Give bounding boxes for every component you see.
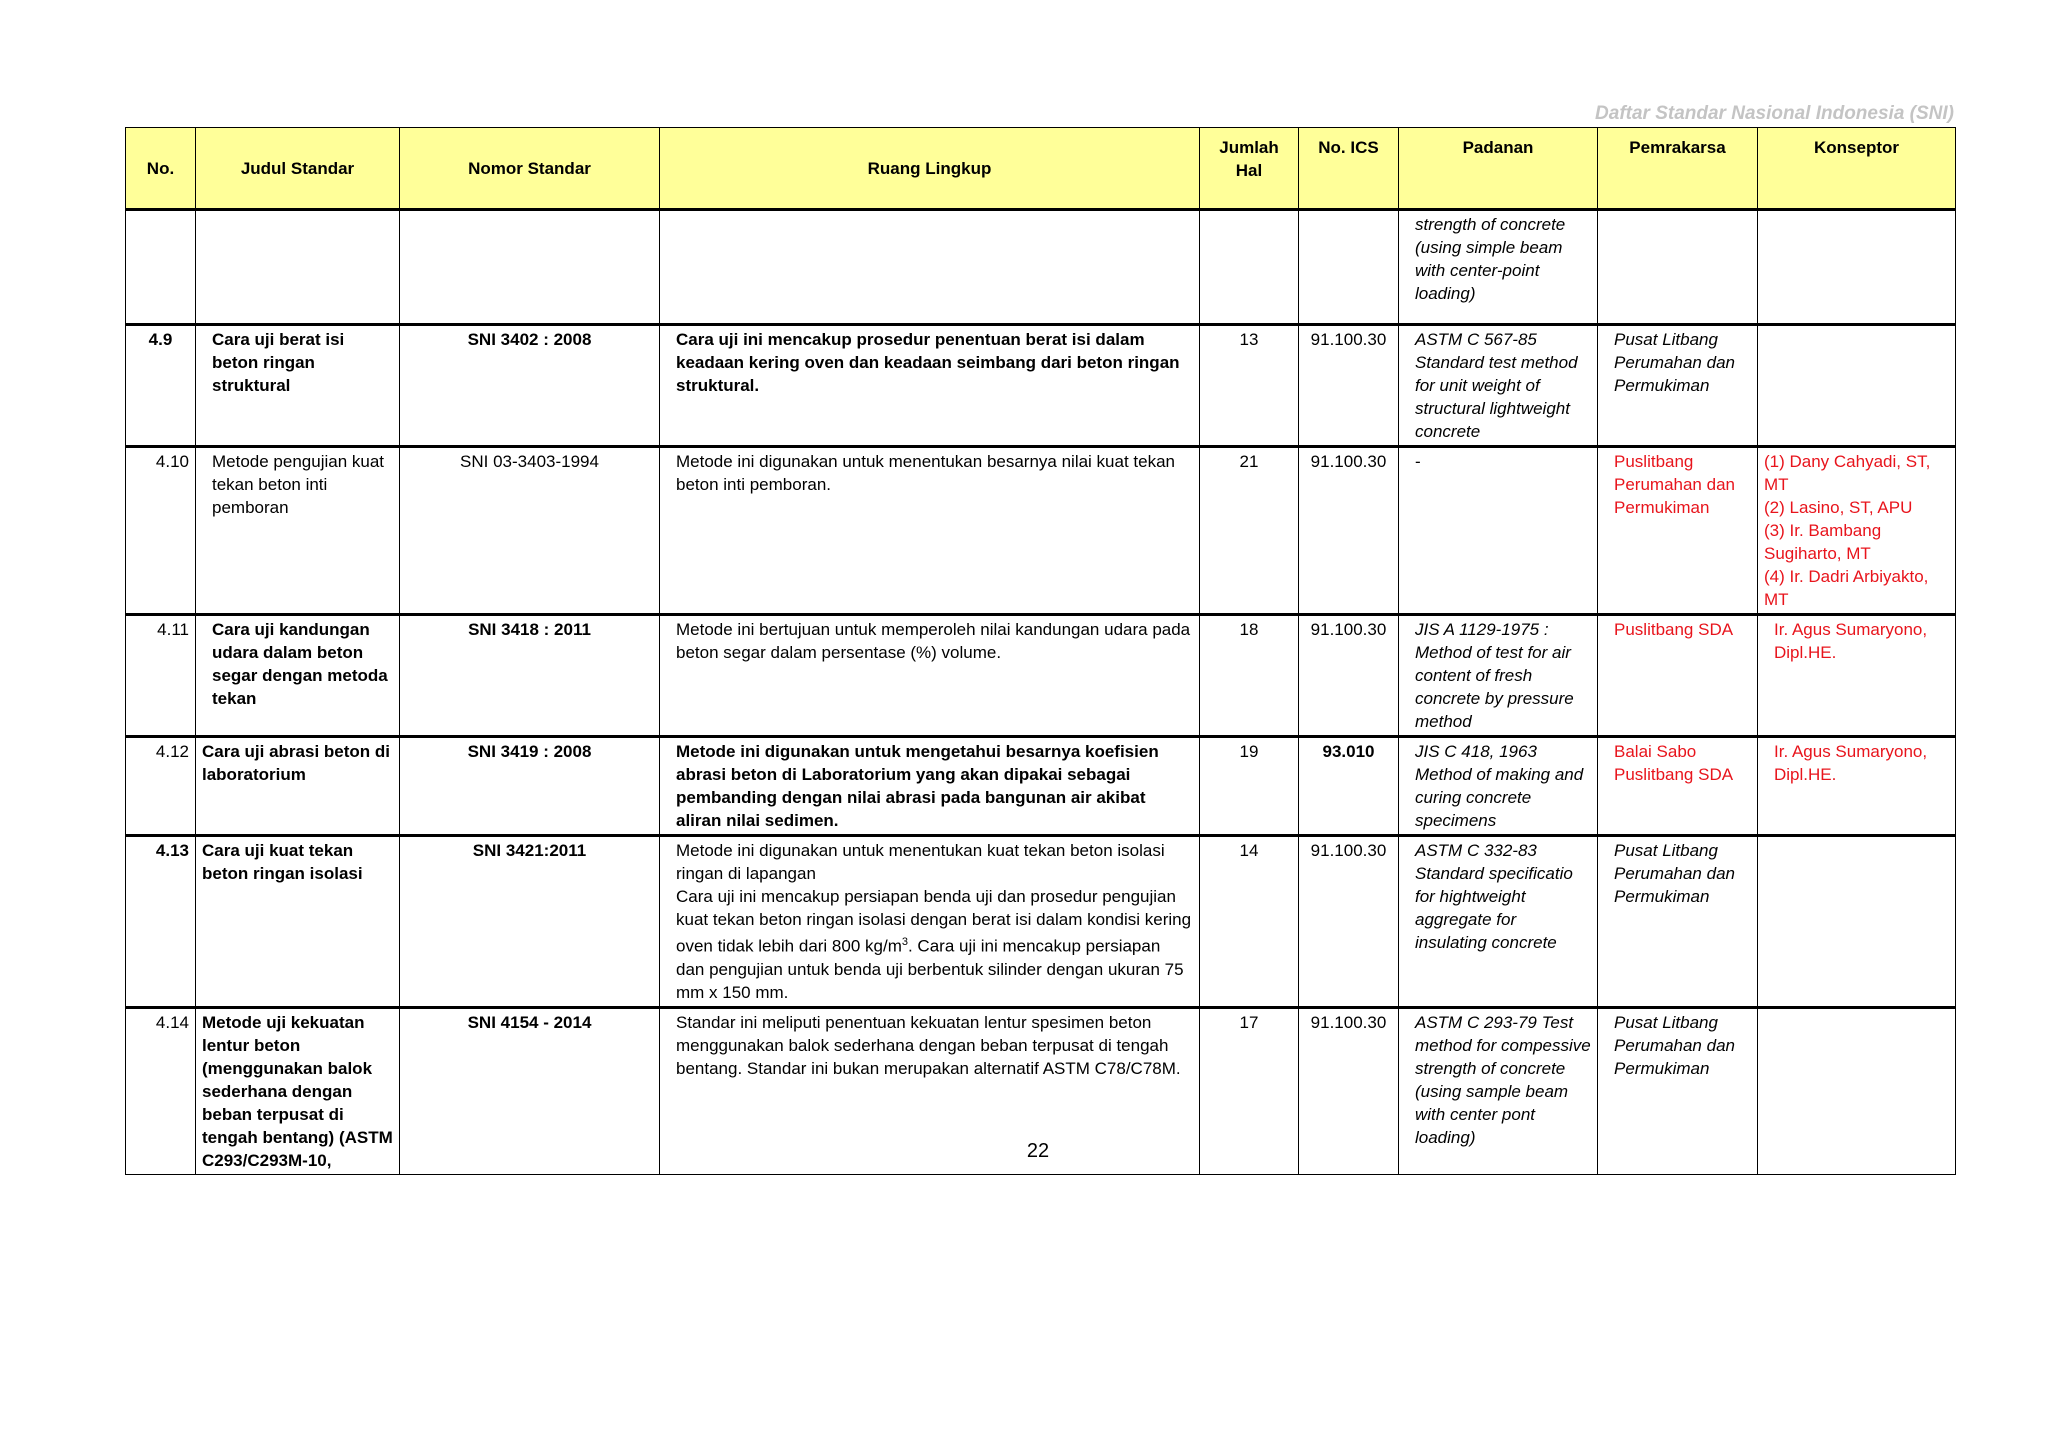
sni-table bbox=[125, 127, 1956, 1175]
cell-judul: Cara uji berat isi beton ringan struktural bbox=[196, 325, 400, 447]
table-row bbox=[126, 325, 1956, 447]
cell-ics: 93.010 bbox=[1299, 737, 1399, 836]
document-header: Daftar Standar Nasional Indonesia (SNI) bbox=[1595, 103, 1954, 124]
cell-nomor: SNI 4154 - 2014 bbox=[400, 1007, 660, 1174]
cell-no bbox=[126, 210, 196, 325]
col-header-nomor: Nomor Standar bbox=[400, 128, 660, 210]
col-header-pemrakarsa: Pemrakarsa bbox=[1598, 128, 1758, 210]
table-row bbox=[126, 615, 1956, 737]
cell-ruang: Metode ini bertujuan untuk memperoleh nilai kandungan udara pada beton segar dalam persentase (%) volume. bbox=[660, 615, 1200, 737]
cell-nomor bbox=[400, 210, 660, 325]
table-row-continuation bbox=[126, 210, 1956, 325]
cell-pemrakarsa: Puslitbang SDA bbox=[1598, 615, 1758, 737]
cell-nomor: SNI 3402 : 2008 bbox=[400, 325, 660, 447]
cell-jumlah: 21 bbox=[1200, 447, 1299, 615]
cell-padanan: ASTM C 567-85 Standard test method for unit weight of structural lightweight concrete bbox=[1399, 325, 1598, 447]
cell-ruang: Metode ini digunakan untuk menentukan besarnya nilai kuat tekan beton inti pemboran. bbox=[660, 447, 1200, 615]
cell-konseptor: Ir. Agus Sumaryono, Dipl.HE. bbox=[1758, 737, 1956, 836]
cell-nomor: SNI 03-3403-1994 bbox=[400, 447, 660, 615]
cell-no: 4.9 bbox=[126, 325, 196, 447]
table-row bbox=[126, 447, 1956, 615]
cell-judul: Metode pengujian kuat tekan beton inti pemboran bbox=[196, 447, 400, 615]
cell-padanan: ASTM C 293-79 Test method for compessive strength of concrete (using sample beam with center pont loading) bbox=[1399, 1007, 1598, 1174]
cell-judul: Cara uji abrasi beton di laboratorium bbox=[196, 737, 400, 836]
table-row bbox=[126, 737, 1956, 836]
table-header-row bbox=[126, 128, 1956, 210]
cell-nomor: SNI 3419 : 2008 bbox=[400, 737, 660, 836]
col-header-ics: No. ICS bbox=[1299, 128, 1399, 210]
cell-pemrakarsa: Pusat Litbang Perumahan dan Permukiman bbox=[1598, 836, 1758, 1008]
cell-ruang bbox=[660, 210, 1200, 325]
cell-jumlah: 19 bbox=[1200, 737, 1299, 836]
cell-ics bbox=[1299, 210, 1399, 325]
col-header-jumlah: Jumlah Hal bbox=[1200, 128, 1299, 210]
cell-padanan: - bbox=[1399, 447, 1598, 615]
cell-ics: 91.100.30 bbox=[1299, 836, 1399, 1008]
cell-padanan: ASTM C 332-83 Standard specificatio for hightweight aggregate for insulating concrete bbox=[1399, 836, 1598, 1008]
cell-ruang bbox=[660, 836, 1200, 1008]
cell-jumlah: 18 bbox=[1200, 615, 1299, 737]
cell-jumlah bbox=[1200, 210, 1299, 325]
cell-pemrakarsa: Puslitbang Perumahan dan Permukiman bbox=[1598, 447, 1758, 615]
cell-nomor: SNI 3418 : 2011 bbox=[400, 615, 660, 737]
superscript: 3 bbox=[901, 936, 908, 948]
konseptor-entry: (4) Ir. Dadri Arbiyakto, MT bbox=[1764, 567, 1929, 609]
col-header-ruang: Ruang Lingkup bbox=[660, 128, 1200, 210]
cell-konseptor bbox=[1758, 447, 1956, 615]
cell-no: 4.12 bbox=[126, 737, 196, 836]
cell-ruang: Standar ini meliputi penentuan kekuatan lentur spesimen beton menggunakan balok sederhana dengan beban terpusat di tengah bentang. Standar ini bukan merupakan alternatif ASTM C78/C78M. bbox=[660, 1007, 1200, 1174]
ruang-paragraph-cont: . Cara uji ini mencakup persiapan dan pengujian untuk benda uji berbentuk silinder dengan ukuran 75 mm x 150 mm. bbox=[676, 936, 1184, 1002]
cell-konseptor bbox=[1758, 836, 1956, 1008]
col-header-no: No. bbox=[126, 128, 196, 210]
cell-no: 4.13 bbox=[126, 836, 196, 1008]
col-header-padanan: Padanan bbox=[1399, 128, 1598, 210]
konseptor-entry: (2) Lasino, ST, APU bbox=[1764, 498, 1913, 517]
cell-padanan: strength of concrete (using simple beam with center-point loading) bbox=[1399, 210, 1598, 325]
cell-judul bbox=[196, 210, 400, 325]
cell-pemrakarsa: Balai Sabo Puslitbang SDA bbox=[1598, 737, 1758, 836]
cell-ics: 91.100.30 bbox=[1299, 447, 1399, 615]
cell-konseptor: Ir. Agus Sumaryono, Dipl.HE. bbox=[1758, 615, 1956, 737]
cell-padanan: JIS A 1129-1975 : Method of test for air content of fresh concrete by pressure method bbox=[1399, 615, 1598, 737]
cell-jumlah: 13 bbox=[1200, 325, 1299, 447]
cell-konseptor bbox=[1758, 210, 1956, 325]
page-number: 22 bbox=[1026, 1140, 1050, 1162]
cell-judul: Cara uji kuat tekan beton ringan isolasi bbox=[196, 836, 400, 1008]
konseptor-entry: (1) Dany Cahyadi, ST, MT bbox=[1764, 452, 1931, 494]
cell-konseptor bbox=[1758, 325, 1956, 447]
cell-ruang: Cara uji ini mencakup prosedur penentuan berat isi dalam keadaan kering oven dan keadaan seimbang dari beton ringan struktural. bbox=[660, 325, 1200, 447]
col-header-konseptor: Konseptor bbox=[1758, 128, 1956, 210]
ruang-paragraph: Cara uji ini mencakup persiapan benda uji dan prosedur pengujian kuat tekan beton ringan isolasi dengan berat isi dalam kondisi kering oven tidak lebih dari 800 kg/m bbox=[676, 887, 1192, 956]
cell-ics: 91.100.30 bbox=[1299, 325, 1399, 447]
col-header-judul: Judul Standar bbox=[196, 128, 400, 210]
cell-pemrakarsa: Pusat Litbang Perumahan dan Permukiman bbox=[1598, 325, 1758, 447]
cell-padanan: JIS C 418, 1963 Method of making and curing concrete specimens bbox=[1399, 737, 1598, 836]
cell-judul: Metode uji kekuatan lentur beton (menggunakan balok sederhana dengan beban terpusat di tengah bentang) (ASTM C293/C293M-10, bbox=[196, 1007, 400, 1174]
cell-no: 4.11 bbox=[126, 615, 196, 737]
cell-nomor: SNI 3421:2011 bbox=[400, 836, 660, 1008]
cell-ruang: Metode ini digunakan untuk mengetahui besarnya koefisien abrasi beton di Laboratorium yang akan dipakai sebagai pembanding dengan nilai abrasi pada bangunan air akibat aliran nilai sedimen. bbox=[660, 737, 1200, 836]
table-row bbox=[126, 836, 1956, 1008]
cell-judul: Cara uji kandungan udara dalam beton segar dengan metoda tekan bbox=[196, 615, 400, 737]
cell-ics: 91.100.30 bbox=[1299, 1007, 1399, 1174]
ruang-paragraph: Metode ini digunakan untuk menentukan kuat tekan beton isolasi ringan di lapangan bbox=[676, 841, 1165, 883]
konseptor-entry: (3) Ir. Bambang Sugiharto, MT bbox=[1764, 521, 1882, 563]
cell-no: 4.14 bbox=[126, 1007, 196, 1174]
cell-jumlah: 14 bbox=[1200, 836, 1299, 1008]
cell-ics: 91.100.30 bbox=[1299, 615, 1399, 737]
cell-jumlah: 17 bbox=[1200, 1007, 1299, 1174]
cell-pemrakarsa: Pusat Litbang Perumahan dan Permukiman bbox=[1598, 1007, 1758, 1174]
cell-pemrakarsa bbox=[1598, 210, 1758, 325]
cell-no: 4.10 bbox=[126, 447, 196, 615]
